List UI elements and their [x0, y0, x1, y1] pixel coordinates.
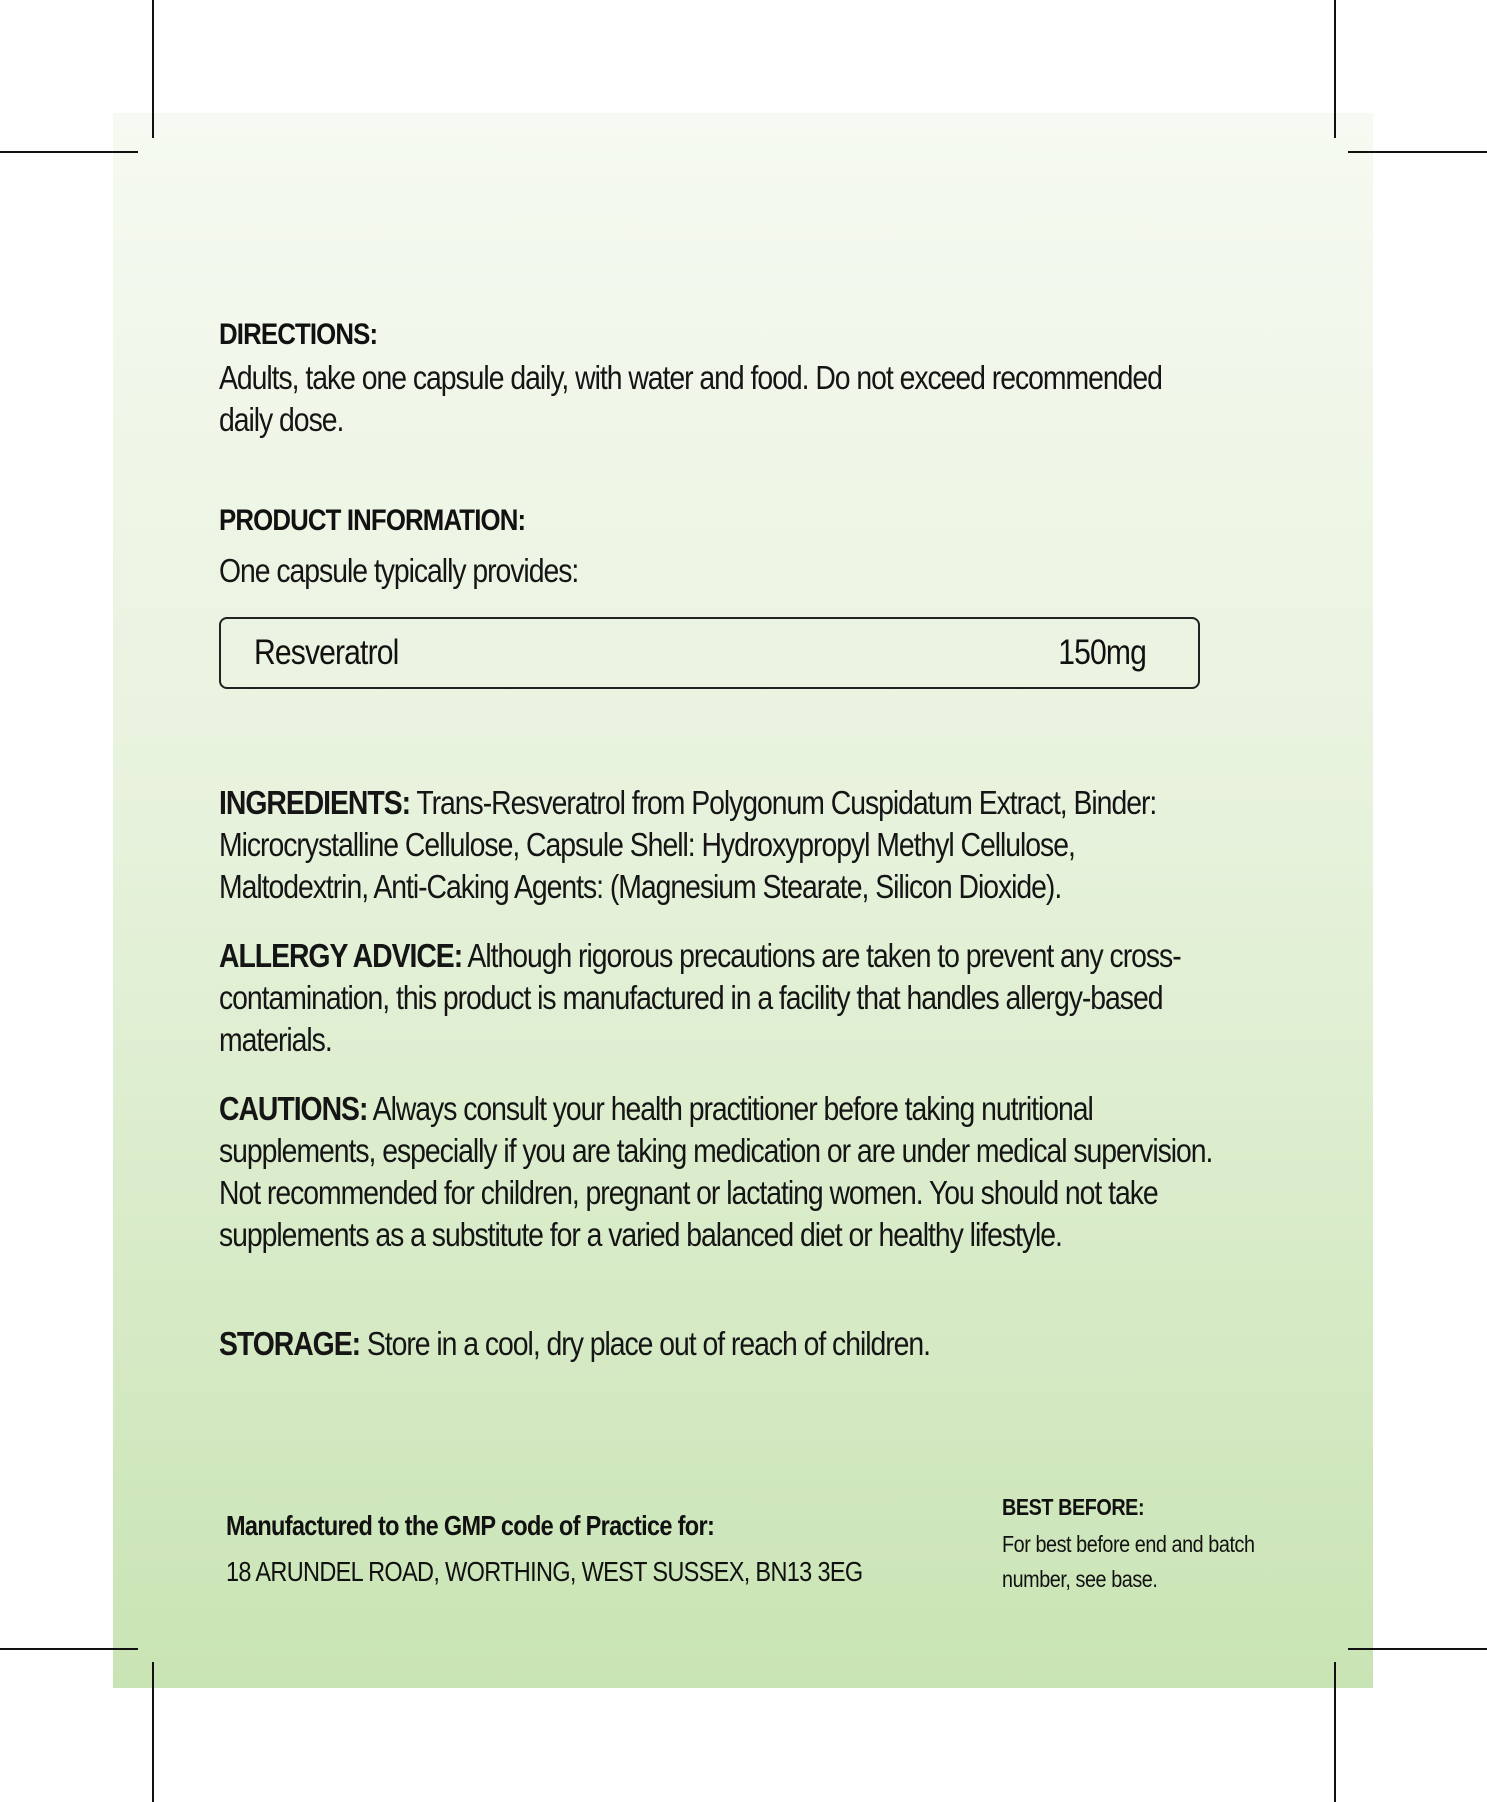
cautions-paragraph: [219, 1088, 1217, 1256]
manufacturer-address: 18 ARUNDEL ROAD, WORTHING, WEST SUSSEX, BN13 3EG: [226, 1556, 863, 1587]
crop-mark: [1348, 151, 1487, 153]
allergy-advice-heading: ALLERGY ADVICE:: [219, 937, 463, 974]
crop-mark: [0, 1648, 138, 1650]
directions-heading: DIRECTIONS:: [219, 318, 378, 351]
best-before-heading: BEST BEFORE:: [1002, 1494, 1145, 1520]
directions-section: [219, 318, 1219, 352]
crop-mark: [1334, 1662, 1336, 1802]
manufacturer-info: [226, 1510, 984, 1588]
best-before-info: [1002, 1494, 1302, 1597]
storage-text: Store in a cool, dry place out of reach of children.: [366, 1325, 931, 1362]
storage-section: [219, 1323, 1219, 1365]
crop-mark: [1334, 0, 1336, 138]
dose-table: [219, 617, 1200, 689]
cautions-text: Always consult your health practitioner before taking nutritional supplements, especially if you are taking medication or are under medical supervision. Not recommended for children, pregnant or lactating women. You should not take supplements as a substitute for a varied balanced diet or healthy lifestyle.: [219, 1090, 1213, 1253]
dose-ingredient-name: Resveratrol: [254, 633, 399, 672]
crop-mark: [152, 1662, 154, 1802]
directions-text: Adults, take one capsule daily, with water and food. Do not exceed recommended daily dose.: [219, 359, 1162, 438]
allergy-advice-paragraph: [219, 935, 1217, 1061]
allergy-advice-section: [219, 935, 1219, 1061]
product-information-intro-wrap: [219, 550, 1219, 592]
ingredients-paragraph: [219, 782, 1217, 908]
crop-mark: [0, 151, 138, 153]
best-before-text: For best before end and batch number, see base.: [1002, 1531, 1255, 1592]
storage-paragraph: [219, 1323, 1217, 1365]
ingredients-section: [219, 782, 1219, 908]
cautions-section: [219, 1088, 1219, 1256]
crop-mark: [152, 0, 154, 138]
ingredients-text: Trans-Resveratrol from Polygonum Cuspidatum Extract, Binder: Microcrystalline Cellulose, Capsule Shell: Hydroxypropyl Methyl Cellulose, Maltodextrin, Anti-Caking Agents: (Magnesium Stearate, Silicon Dioxide).: [219, 784, 1157, 905]
product-information-intro: One capsule typically provides:: [219, 552, 579, 589]
product-information-heading: PRODUCT INFORMATION:: [219, 504, 526, 537]
allergy-advice-text: Although rigorous precautions are taken to prevent any cross-contamination, this product is manufactured in a facility that handles allergy-based materials.: [219, 937, 1181, 1058]
ingredients-heading: INGREDIENTS:: [219, 784, 411, 821]
storage-heading: STORAGE:: [219, 1325, 361, 1362]
dose-ingredient-amount: 150mg: [1058, 633, 1146, 672]
manufacturer-label: Manufactured to the GMP code of Practice for:: [226, 1510, 715, 1541]
cautions-heading: CAUTIONS:: [219, 1090, 368, 1127]
product-information-section: [219, 504, 1219, 538]
directions-text-wrap: [219, 357, 1219, 441]
crop-mark: [1348, 1648, 1487, 1650]
